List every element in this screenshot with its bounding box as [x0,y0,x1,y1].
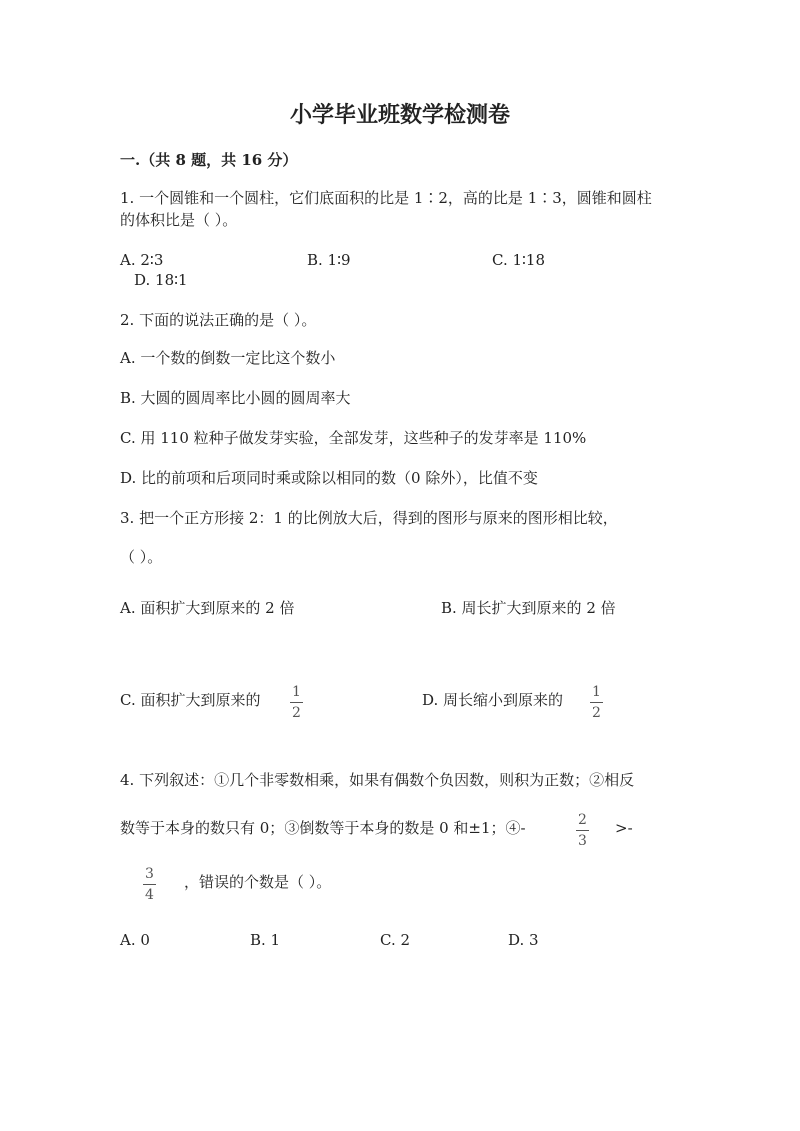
fraction-bar [576,830,589,831]
question-2-option-c: C. 用 110 粒种子做发芽实验，全部发芽，这些种子的发芽率是 110% [120,429,587,447]
question-4-line-1: 4. 下列叙述：①几个非零数相乘，如果有偶数个负因数，则积为正数；②相反 [120,771,635,789]
question-1-option-c: C. 1∶18 [492,251,546,269]
fraction-bar [590,702,603,703]
question-4-fraction-1 [576,812,589,849]
question-3-option-c: C. 面积扩大到原来的 [120,691,261,709]
question-1-line-1: 1. 一个圆锥和一个圆柱，它们底面积的比是 1∶2，高的比是 1∶3，圆锥和圆柱 [120,189,652,207]
question-3-option-d: D. 周长缩小到原来的 [422,691,564,709]
question-3-line-1: 3. 把一个正方形接 2：1 的比例放大后，得到的图形与原来的图形相比较， [120,509,618,527]
fraction-denominator: 4 [145,887,154,903]
page-title: 小学毕业班数学检测卷 [289,102,510,128]
fraction-denominator: 2 [592,705,601,721]
question-4-option-b: B. 1 [250,931,281,949]
fraction-numerator: 1 [592,684,601,700]
fraction-numerator: 2 [578,812,587,828]
question-4-option-a: A. 0 [120,931,150,949]
fraction-denominator: 3 [578,833,587,849]
question-1-option-b: B. 1∶9 [307,251,351,269]
question-1-line-2: 的体积比是（ ）。 [120,211,238,229]
question-2-option-b: B. 大圆的圆周率比小圆的圆周率大 [120,389,351,407]
question-4-line-3: ，错误的个数是（ ）。 [184,873,332,891]
question-3-option-b: B. 周长扩大到原来的 2 倍 [441,599,616,617]
question-2-option-a: A. 一个数的倒数一定比这个数小 [120,349,336,367]
question-4-line-2: 数等于本身的数只有 0；③倒数等于本身的数是 0 和±1；④- [120,819,526,837]
fraction-numerator: 3 [145,866,154,882]
question-4-comparison: >- [615,819,633,837]
fraction-denominator: 2 [292,705,301,721]
fraction-numerator: 1 [292,684,301,700]
question-3-line-2: （ ）。 [120,548,163,566]
question-2-stem: 2. 下面的说法正确的是（ ）。 [120,311,317,329]
fraction-bar [290,702,303,703]
question-3-option-c-fraction [290,684,303,721]
question-1-option-a: A. 2∶3 [120,251,164,269]
question-4-option-d: D. 3 [508,931,539,949]
question-3-option-a: A. 面积扩大到原来的 2 倍 [120,599,295,617]
question-2-option-d: D. 比的前项和后项同时乘或除以相同的数（0 除外），比值不变 [120,469,538,487]
question-4-option-c: C. 2 [380,931,411,949]
question-1-option-d: D. 18∶1 [134,271,188,289]
section-heading: 一.（共 8 题，共 16 分） [120,151,298,169]
fraction-bar [143,884,156,885]
question-3-option-d-fraction [590,684,603,721]
question-4-fraction-2 [143,866,156,903]
